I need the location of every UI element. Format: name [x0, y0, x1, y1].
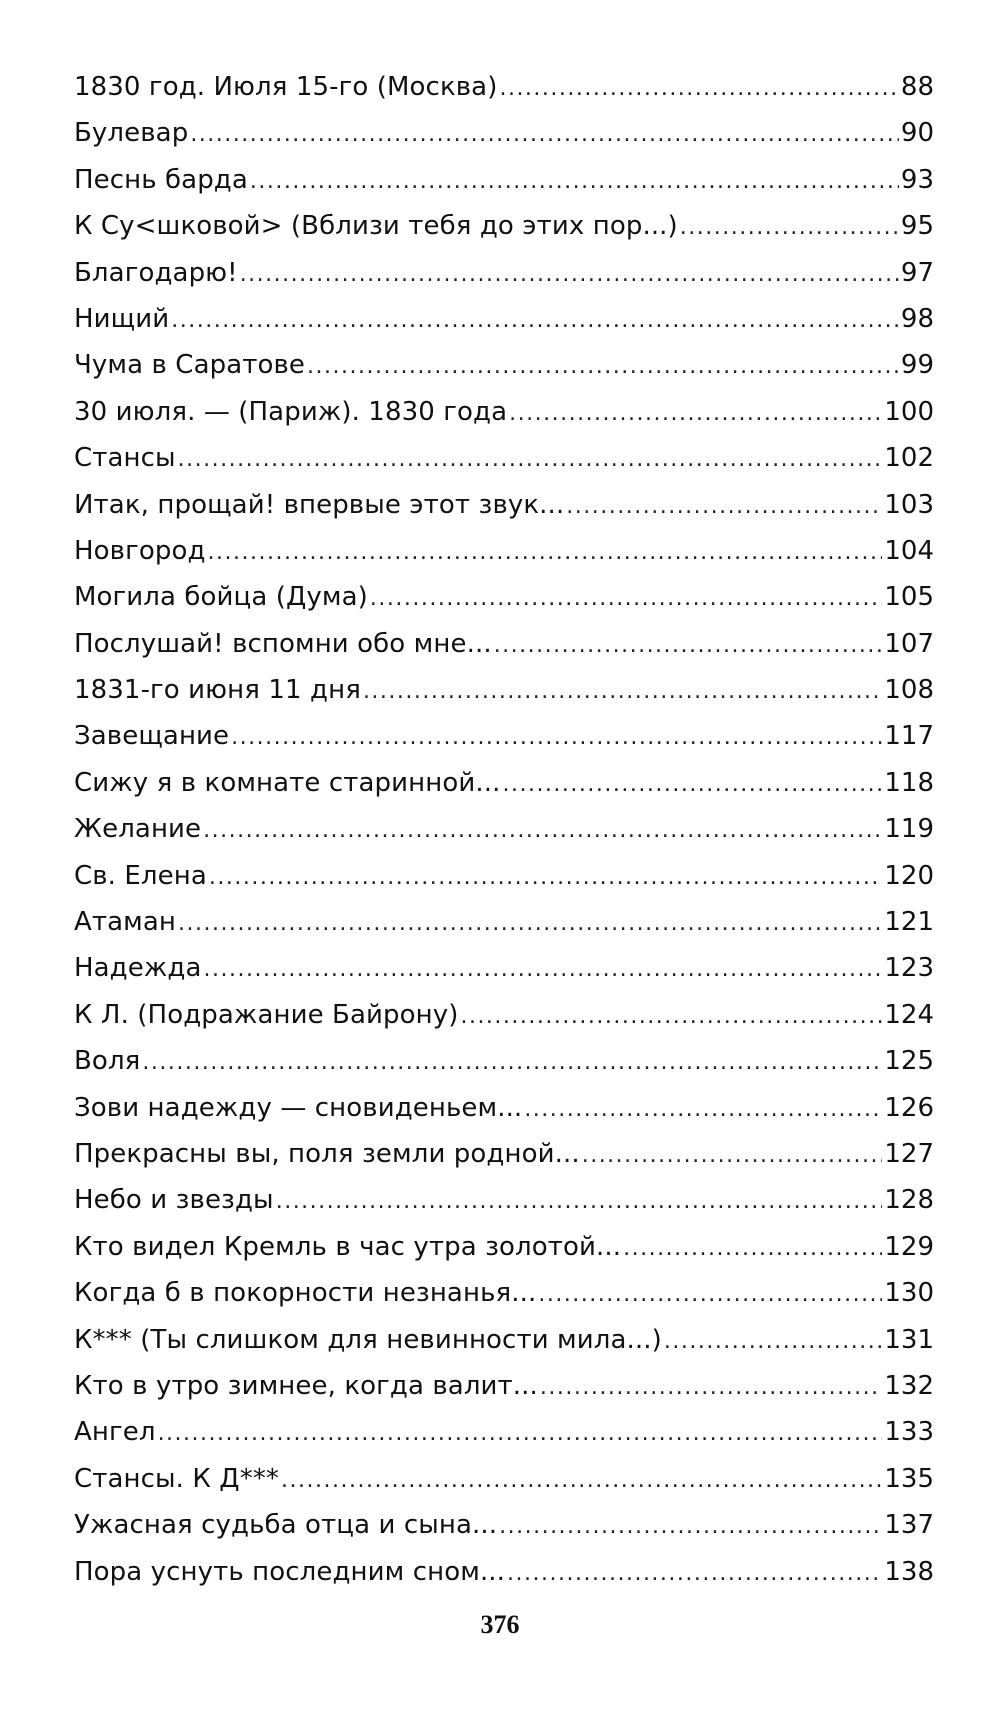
- dot-leader: [307, 344, 899, 390]
- toc-entry-title: Кто видел Кремль в час утра золотой...: [74, 1231, 622, 1262]
- dot-leader: [460, 994, 882, 1040]
- toc-entry: [74, 760, 934, 806]
- toc-entry: [74, 389, 934, 435]
- toc-entry-title: Благодарю!: [74, 257, 238, 288]
- table-of-contents: [74, 64, 934, 1595]
- toc-entry-page: 118: [884, 767, 934, 798]
- toc-entry-title: Небо и звезды: [74, 1185, 274, 1216]
- toc-entry-title: Чума в Саратове: [74, 350, 306, 381]
- toc-entry: [74, 1456, 934, 1502]
- toc-entry-page: 121: [884, 907, 934, 938]
- toc-entry-page: 108: [884, 675, 934, 706]
- toc-entry-title: Нищий: [74, 303, 170, 334]
- toc-entry-title: Кто в утро зимнее, когда валит...: [74, 1370, 538, 1401]
- toc-entry: [74, 1549, 934, 1595]
- toc-entry-title: Ангел: [74, 1417, 156, 1448]
- toc-entry: [74, 1502, 934, 1548]
- dot-leader: [524, 1087, 882, 1133]
- toc-entry: [74, 574, 934, 620]
- toc-entry: [74, 528, 934, 574]
- toc-entry-title: Ужасная судьба отца и сына...: [74, 1510, 498, 1541]
- toc-entry: [74, 1317, 934, 1363]
- toc-entry: [74, 1409, 934, 1455]
- toc-entry: [74, 1363, 934, 1409]
- toc-entry-title: К Л. (Подражание Байрону): [74, 999, 459, 1030]
- toc-entry-page: 130: [884, 1278, 934, 1309]
- toc-entry-title: Зови надежду — сновиденьем...: [74, 1092, 523, 1123]
- toc-entry-page: 93: [900, 164, 934, 195]
- toc-entry-title: 30 июля. — (Париж). 1830 года: [74, 396, 508, 427]
- toc-entry-page: 135: [884, 1463, 934, 1494]
- toc-entry: [74, 1270, 934, 1316]
- dot-leader: [158, 1411, 883, 1457]
- dot-leader: [208, 530, 883, 576]
- toc-entry-title: Могила бойца (Дума): [74, 582, 368, 613]
- toc-entry: [74, 621, 934, 667]
- dot-leader: [240, 252, 899, 298]
- toc-entry: [74, 1131, 934, 1177]
- toc-entry-page: 100: [884, 396, 934, 427]
- toc-entry-page: 131: [884, 1324, 934, 1355]
- dot-leader: [203, 808, 882, 854]
- toc-entry-page: 124: [884, 999, 934, 1030]
- dot-leader: [494, 623, 883, 669]
- dot-leader: [566, 484, 882, 530]
- toc-entry-page: 132: [884, 1370, 934, 1401]
- toc-entry-page: 104: [884, 535, 934, 566]
- toc-entry: [74, 899, 934, 945]
- toc-entry-title: Атаман: [74, 907, 177, 938]
- dot-leader: [499, 66, 898, 112]
- toc-entry-title: 1831-го июня 11 дня: [74, 675, 361, 706]
- dot-leader: [190, 112, 899, 158]
- dot-leader: [538, 1272, 882, 1318]
- dot-leader: [499, 1504, 882, 1550]
- toc-entry-title: Желание: [74, 814, 202, 845]
- toc-entry-page: 99: [900, 350, 934, 381]
- dot-leader: [276, 1179, 883, 1225]
- toc-entry-page: 125: [884, 1046, 934, 1077]
- toc-entry-title: К Су<шковой> (Вблизи тебя до этих пор...): [74, 211, 678, 242]
- toc-entry: [74, 64, 934, 110]
- toc-entry: [74, 1085, 934, 1131]
- toc-entry: [74, 203, 934, 249]
- dot-leader: [209, 855, 882, 901]
- page-number: 376: [480, 1610, 520, 1639]
- toc-entry-page: 95: [900, 211, 934, 242]
- dot-leader: [178, 437, 883, 483]
- dot-leader: [363, 669, 882, 715]
- dot-leader: [540, 1365, 882, 1411]
- toc-entry-page: 127: [884, 1138, 934, 1169]
- dot-leader: [370, 576, 882, 622]
- toc-entry-title: Новгород: [74, 535, 206, 566]
- toc-entry: [74, 1177, 934, 1223]
- dot-leader: [231, 715, 882, 761]
- toc-entry: [74, 1038, 934, 1084]
- toc-entry: [74, 1224, 934, 1270]
- toc-entry-title: Послушай! вспомни обо мне...: [74, 628, 492, 659]
- toc-entry-page: 137: [884, 1510, 934, 1541]
- toc-entry-page: 129: [884, 1231, 934, 1262]
- toc-entry-title: Песнь барда: [74, 164, 248, 195]
- toc-entry: [74, 435, 934, 481]
- toc-entry: [74, 110, 934, 156]
- dot-leader: [250, 159, 899, 205]
- toc-entry-page: 126: [884, 1092, 934, 1123]
- toc-entry: [74, 342, 934, 388]
- toc-entry-title: Воля: [74, 1046, 141, 1077]
- toc-entry-title: Завещание: [74, 721, 230, 752]
- toc-entry-page: 123: [884, 953, 934, 984]
- dot-leader: [178, 901, 882, 947]
- toc-entry: [74, 853, 934, 899]
- toc-entry-title: 1830 год. Июля 15-го (Москва): [74, 72, 498, 102]
- dot-leader: [171, 298, 899, 344]
- toc-entry-page: 105: [884, 582, 934, 613]
- dot-leader: [507, 1551, 882, 1597]
- toc-entry-title: Итак, прощай! впервые этот звук...: [74, 489, 565, 520]
- dot-leader: [281, 1458, 882, 1504]
- toc-entry: [74, 992, 934, 1038]
- toc-entry-title: Св. Елена: [74, 860, 207, 891]
- toc-entry: [74, 482, 934, 528]
- toc-entry-page: 97: [900, 257, 934, 288]
- toc-entry-page: 102: [884, 443, 934, 474]
- toc-entry-page: 128: [884, 1185, 934, 1216]
- toc-entry-page: 103: [884, 489, 934, 520]
- dot-leader: [623, 1226, 882, 1272]
- toc-entry-title: Когда б в покорности незнанья...: [74, 1278, 537, 1309]
- toc-entry: [74, 296, 934, 342]
- toc-entry-page: 138: [884, 1556, 934, 1587]
- toc-entry: [74, 806, 934, 852]
- dot-leader: [502, 762, 882, 808]
- toc-entry-title: К*** (Ты слишком для невинности мила...): [74, 1324, 662, 1355]
- toc-entry-page: 107: [884, 628, 934, 659]
- toc-entry-title: Стансы. К Д***: [74, 1463, 280, 1494]
- toc-entry: [74, 667, 934, 713]
- toc-entry-title: Стансы: [74, 443, 176, 474]
- dot-leader: [664, 1319, 883, 1365]
- toc-entry: [74, 250, 934, 296]
- toc-entry-page: 98: [900, 303, 934, 334]
- toc-entry-title: Булевар: [74, 118, 189, 149]
- dot-leader: [509, 391, 882, 437]
- dot-leader: [142, 1040, 882, 1086]
- toc-entry-page: 90: [900, 118, 934, 149]
- toc-entry-title: Пора уснуть последним сном...: [74, 1556, 506, 1587]
- toc-entry-page: 119: [884, 814, 934, 845]
- dot-leader: [582, 1133, 883, 1179]
- toc-entry: [74, 945, 934, 991]
- toc-entry: [74, 157, 934, 203]
- dot-leader: [680, 205, 899, 251]
- toc-entry-page: 133: [884, 1417, 934, 1448]
- toc-entry-page: 120: [884, 860, 934, 891]
- toc-entry: [74, 713, 934, 759]
- toc-entry-page: 117: [884, 721, 934, 752]
- toc-entry-title: Сижу я в комнате старинной...: [74, 767, 501, 798]
- toc-entry-page: 88: [900, 72, 934, 102]
- toc-entry-title: Прекрасны вы, поля земли родной...: [74, 1138, 580, 1169]
- toc-entry-title: Надежда: [74, 953, 202, 984]
- dot-leader: [204, 947, 883, 993]
